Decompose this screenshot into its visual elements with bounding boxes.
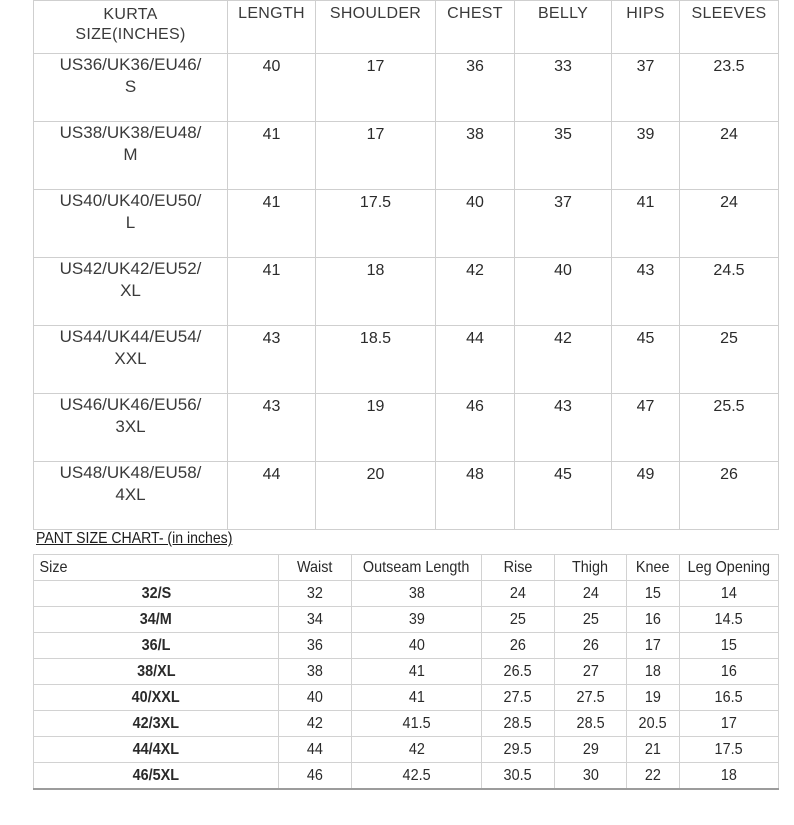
kurta-chest-cell [436, 54, 515, 122]
pant-thigh-cell [555, 685, 627, 711]
pant-leg-opening-cell [680, 711, 779, 737]
kurta-hips-value: 43 [636, 262, 655, 279]
kurta-size-letter: L [125, 213, 136, 232]
pant-thigh-value: 28.5 [576, 714, 605, 732]
pant-waist-value: 34 [306, 610, 324, 628]
kurta-shoulder-cell [316, 462, 436, 530]
pant-thigh-value: 24 [582, 584, 599, 602]
pant-rise-cell [482, 633, 555, 659]
pant-row [34, 737, 779, 763]
kurta-sleeves-value: 24.5 [713, 262, 745, 279]
pant-outseam-value: 39 [408, 610, 425, 628]
kurta-shoulder-cell [316, 326, 436, 394]
pant-leg-opening-value: 16.5 [714, 688, 744, 706]
kurta-length-cell [228, 394, 316, 462]
pant-thigh-cell [555, 763, 627, 790]
pant-outseam-cell [352, 711, 482, 737]
kurta-size-letter: S [124, 77, 137, 96]
pant-row [34, 607, 779, 633]
kurta-shoulder-value: 17 [366, 58, 385, 75]
kurta-shoulder-value: 17.5 [359, 194, 392, 211]
kurta-sleeves-cell [680, 462, 779, 530]
kurta-chest-cell [436, 190, 515, 258]
kurta-hips-cell [612, 394, 680, 462]
pant-thigh-cell [555, 659, 627, 685]
pant-size-table [33, 554, 779, 790]
pant-knee-cell [627, 659, 680, 685]
pant-size-cell [34, 711, 279, 737]
kurta-belly-cell [515, 258, 612, 326]
kurta-size-cell [34, 122, 228, 190]
pant-knee-value: 15 [644, 584, 662, 602]
pant-row [34, 633, 779, 659]
pant-knee-cell [627, 763, 680, 790]
pant-leg-opening-value: 18 [720, 766, 738, 784]
kurta-hips-value: 45 [636, 330, 655, 347]
pant-knee-cell [627, 633, 680, 659]
pant-size-cell [34, 659, 279, 685]
pant-knee-value: 22 [644, 766, 662, 784]
kurta-shoulder-cell [316, 394, 436, 462]
pant-rise-cell [482, 607, 555, 633]
kurta-row [34, 394, 779, 462]
pant-size-cell [34, 737, 279, 763]
kurta-chest-cell [436, 122, 515, 190]
kurta-length-value: 43 [262, 330, 281, 347]
kurta-size-code: US46/UK46/EU56/ [59, 395, 202, 414]
kurta-hips-cell [612, 122, 680, 190]
kurta-belly-cell [515, 394, 612, 462]
pant-waist-value: 38 [306, 662, 324, 680]
pant-thigh-value: 25 [582, 610, 599, 628]
kurta-chest-value: 36 [466, 58, 484, 75]
pant-waist-cell [279, 581, 352, 607]
pant-rise-value: 30.5 [503, 766, 533, 784]
kurta-row [34, 54, 779, 122]
pant-header-size: Size [34, 555, 279, 581]
pant-size-cell [34, 763, 279, 790]
pant-waist-cell [279, 607, 352, 633]
kurta-length-cell [228, 122, 316, 190]
pant-leg-opening-value: 17.5 [714, 740, 744, 758]
pant-rise-cell [482, 581, 555, 607]
kurta-size-cell [34, 190, 228, 258]
pant-waist-cell [279, 711, 352, 737]
pant-knee-value: 20.5 [638, 714, 668, 732]
kurta-chest-cell [436, 326, 515, 394]
pant-waist-value: 46 [306, 766, 324, 784]
pant-leg-opening-cell [680, 659, 779, 685]
pant-outseam-value: 41 [408, 688, 425, 706]
kurta-shoulder-value: 18 [366, 262, 385, 279]
pant-size-cell [34, 581, 279, 607]
kurta-row [34, 326, 779, 394]
pant-outseam-cell [352, 581, 482, 607]
pant-leg-opening-cell [680, 763, 779, 790]
pant-waist-cell [279, 763, 352, 790]
kurta-size-code: US38/UK38/EU48/ [59, 123, 202, 142]
kurta-belly-cell [515, 122, 612, 190]
pant-rise-cell [482, 685, 555, 711]
pant-thigh-cell [555, 633, 627, 659]
pant-waist-value: 44 [306, 740, 324, 758]
pant-rise-cell [482, 737, 555, 763]
pant-rise-value: 25 [509, 610, 527, 628]
kurta-size-code: US44/UK44/EU54/ [59, 327, 202, 346]
kurta-belly-cell [515, 462, 612, 530]
kurta-belly-value: 45 [554, 466, 572, 483]
pant-rise-value: 27.5 [503, 688, 533, 706]
kurta-length-cell [228, 462, 316, 530]
kurta-size-cell [34, 394, 228, 462]
pant-size-value: 38/XL [136, 662, 176, 680]
kurta-row [34, 122, 779, 190]
kurta-size-cell [34, 326, 228, 394]
pant-leg-opening-value: 15 [720, 636, 738, 654]
kurta-length-cell [228, 258, 316, 326]
kurta-header-belly: BELLY [515, 1, 612, 54]
kurta-size-code: US36/UK36/EU46/ [59, 55, 202, 74]
kurta-length-cell [228, 326, 316, 394]
kurta-row [34, 462, 779, 530]
pant-knee-value: 21 [644, 740, 662, 758]
kurta-size-code: US42/UK42/EU52/ [59, 259, 202, 278]
kurta-length-value: 41 [262, 194, 281, 211]
pant-size-cell [34, 607, 279, 633]
kurta-shoulder-cell [316, 190, 436, 258]
kurta-row [34, 258, 779, 326]
kurta-length-cell [228, 190, 316, 258]
pant-knee-value: 17 [644, 636, 662, 654]
pant-waist-value: 42 [306, 714, 324, 732]
pant-waist-cell [279, 737, 352, 763]
kurta-header-shoulder: SHOULDER [316, 1, 436, 54]
pant-outseam-cell [352, 633, 482, 659]
pant-rise-value: 29.5 [503, 740, 533, 758]
kurta-belly-value: 43 [554, 398, 572, 415]
pant-header-leg-opening: Leg Opening [680, 555, 779, 581]
pant-rise-cell [482, 659, 555, 685]
pant-knee-value: 16 [644, 610, 662, 628]
pant-leg-opening-value: 14 [720, 584, 738, 602]
pant-chart-title: PANT SIZE CHART- (in inches) [36, 530, 233, 547]
kurta-sleeves-cell [680, 190, 779, 258]
kurta-header-chest: CHEST [436, 1, 515, 54]
kurta-hips-value: 39 [636, 126, 655, 143]
kurta-shoulder-cell [316, 122, 436, 190]
kurta-size-cell [34, 462, 228, 530]
pant-leg-opening-cell [680, 581, 779, 607]
pant-rise-cell [482, 711, 555, 737]
pant-header-knee: Knee [627, 555, 680, 581]
pant-waist-cell [279, 633, 352, 659]
pant-outseam-cell [352, 659, 482, 685]
kurta-size-letter: XL [120, 281, 141, 300]
kurta-length-value: 41 [262, 126, 281, 143]
kurta-hips-value: 49 [636, 466, 655, 483]
kurta-chest-value: 46 [466, 398, 484, 415]
kurta-hips-cell [612, 54, 680, 122]
pant-size-cell [34, 685, 279, 711]
kurta-chest-cell [436, 258, 515, 326]
kurta-size-table [33, 0, 779, 530]
kurta-hips-cell [612, 190, 680, 258]
pant-knee-value: 19 [644, 688, 662, 706]
pant-size-value: 46/5XL [132, 766, 180, 784]
kurta-belly-value: 33 [554, 58, 572, 75]
pant-outseam-cell [352, 607, 482, 633]
pant-header-rise: Rise [482, 555, 555, 581]
pant-rise-value: 24 [509, 584, 527, 602]
pant-size-value: 44/4XL [132, 740, 180, 758]
kurta-hips-value: 37 [636, 58, 655, 75]
pant-rise-value: 26 [509, 636, 527, 654]
kurta-belly-cell [515, 190, 612, 258]
kurta-sleeves-cell [680, 326, 779, 394]
pant-outseam-value: 41.5 [402, 714, 431, 732]
pant-outseam-value: 42 [408, 740, 425, 758]
pant-size-value: 36/L [141, 636, 171, 654]
pant-outseam-value: 38 [408, 584, 425, 602]
pant-outseam-cell [352, 737, 482, 763]
kurta-belly-cell [515, 54, 612, 122]
pant-size-value: 34/M [139, 610, 173, 628]
kurta-hips-cell [612, 462, 680, 530]
kurta-shoulder-value: 19 [366, 398, 385, 415]
pant-outseam-value: 40 [408, 636, 425, 654]
pant-size-value: 40/XXL [131, 688, 181, 706]
kurta-length-cell [228, 54, 316, 122]
pant-waist-cell [279, 685, 352, 711]
kurta-chest-value: 42 [466, 262, 484, 279]
kurta-sleeves-cell [680, 54, 779, 122]
pant-size-value: 32/S [141, 584, 171, 602]
pant-size-cell [34, 633, 279, 659]
pant-header-row [34, 555, 779, 581]
pant-knee-cell [627, 607, 680, 633]
kurta-size-cell [34, 54, 228, 122]
pant-thigh-cell [555, 607, 627, 633]
kurta-hips-value: 47 [636, 398, 655, 415]
pant-header-thigh: Thigh [555, 555, 627, 581]
kurta-chest-value: 40 [466, 194, 484, 211]
pant-leg-opening-value: 16 [720, 662, 738, 680]
pant-outseam-value: 41 [408, 662, 425, 680]
kurta-belly-value: 37 [554, 194, 572, 211]
kurta-sleeves-value: 24 [720, 194, 738, 211]
kurta-size-code: US48/UK48/EU58/ [59, 463, 202, 482]
kurta-hips-cell [612, 326, 680, 394]
kurta-shoulder-cell [316, 54, 436, 122]
kurta-header-sleeves: SLEEVES [680, 1, 779, 54]
pant-rise-value: 28.5 [503, 714, 533, 732]
pant-outseam-value: 42.5 [402, 766, 431, 784]
pant-leg-opening-value: 17 [720, 714, 738, 732]
pant-knee-value: 18 [644, 662, 662, 680]
pant-rise-cell [482, 763, 555, 790]
kurta-belly-value: 35 [554, 126, 572, 143]
kurta-belly-value: 42 [554, 330, 572, 347]
pant-knee-cell [627, 685, 680, 711]
kurta-hips-value: 41 [636, 194, 655, 211]
kurta-sleeves-value: 24 [720, 126, 738, 143]
pant-leg-opening-cell [680, 607, 779, 633]
pant-size-value: 42/3XL [132, 714, 180, 732]
kurta-sleeves-value: 25.5 [713, 398, 745, 415]
pant-waist-value: 40 [306, 688, 324, 706]
kurta-belly-value: 40 [554, 262, 572, 279]
kurta-size-letter: 4XL [115, 485, 146, 504]
pant-thigh-value: 26 [582, 636, 599, 654]
pant-row [34, 711, 779, 737]
kurta-chest-value: 38 [466, 126, 484, 143]
pant-knee-cell [627, 737, 680, 763]
kurta-shoulder-value: 20 [366, 466, 385, 483]
pant-row [34, 685, 779, 711]
pant-row [34, 581, 779, 607]
pant-row [34, 763, 779, 790]
pant-waist-cell [279, 659, 352, 685]
kurta-length-value: 44 [262, 466, 281, 483]
pant-thigh-value: 27 [582, 662, 599, 680]
pant-leg-opening-cell [680, 685, 779, 711]
kurta-header-size: KURTA SIZE(INCHES) [34, 1, 228, 54]
kurta-shoulder-cell [316, 258, 436, 326]
pant-thigh-value: 27.5 [576, 688, 605, 706]
kurta-header-hips: HIPS [612, 1, 680, 54]
kurta-sleeves-cell [680, 258, 779, 326]
pant-waist-value: 36 [306, 636, 324, 654]
kurta-chest-value: 48 [466, 466, 484, 483]
kurta-sleeves-cell [680, 122, 779, 190]
pant-row [34, 659, 779, 685]
kurta-belly-cell [515, 326, 612, 394]
kurta-sleeves-value: 25 [720, 330, 738, 347]
kurta-header-row [34, 1, 779, 54]
kurta-shoulder-value: 18.5 [359, 330, 392, 347]
pant-thigh-cell [555, 711, 627, 737]
pant-thigh-cell [555, 581, 627, 607]
pant-leg-opening-value: 14.5 [714, 610, 744, 628]
kurta-size-cell [34, 258, 228, 326]
kurta-sleeves-value: 23.5 [713, 58, 745, 75]
kurta-chest-cell [436, 394, 515, 462]
pant-thigh-cell [555, 737, 627, 763]
kurta-chest-value: 44 [466, 330, 484, 347]
kurta-length-value: 43 [262, 398, 281, 415]
kurta-chest-cell [436, 462, 515, 530]
pant-header-outseam: Outseam Length [352, 555, 482, 581]
kurta-header-length: LENGTH [228, 1, 316, 54]
kurta-length-value: 41 [262, 262, 281, 279]
kurta-row [34, 190, 779, 258]
kurta-size-code: US40/UK40/EU50/ [59, 191, 202, 210]
pant-header-waist: Waist [279, 555, 352, 581]
kurta-hips-cell [612, 258, 680, 326]
kurta-length-value: 40 [262, 58, 281, 75]
kurta-sleeves-value: 26 [720, 466, 738, 483]
pant-knee-cell [627, 581, 680, 607]
pant-outseam-cell [352, 763, 482, 790]
kurta-shoulder-value: 17 [366, 126, 385, 143]
kurta-sleeves-cell [680, 394, 779, 462]
pant-leg-opening-cell [680, 737, 779, 763]
kurta-size-letter: 3XL [115, 417, 146, 436]
pant-thigh-value: 30 [582, 766, 599, 784]
pant-outseam-cell [352, 685, 482, 711]
pant-waist-value: 32 [306, 584, 324, 602]
kurta-size-letter: M [123, 145, 138, 164]
kurta-size-letter: XXL [114, 349, 147, 368]
pant-knee-cell [627, 711, 680, 737]
pant-rise-value: 26.5 [503, 662, 533, 680]
pant-thigh-value: 29 [582, 740, 599, 758]
pant-leg-opening-cell [680, 633, 779, 659]
